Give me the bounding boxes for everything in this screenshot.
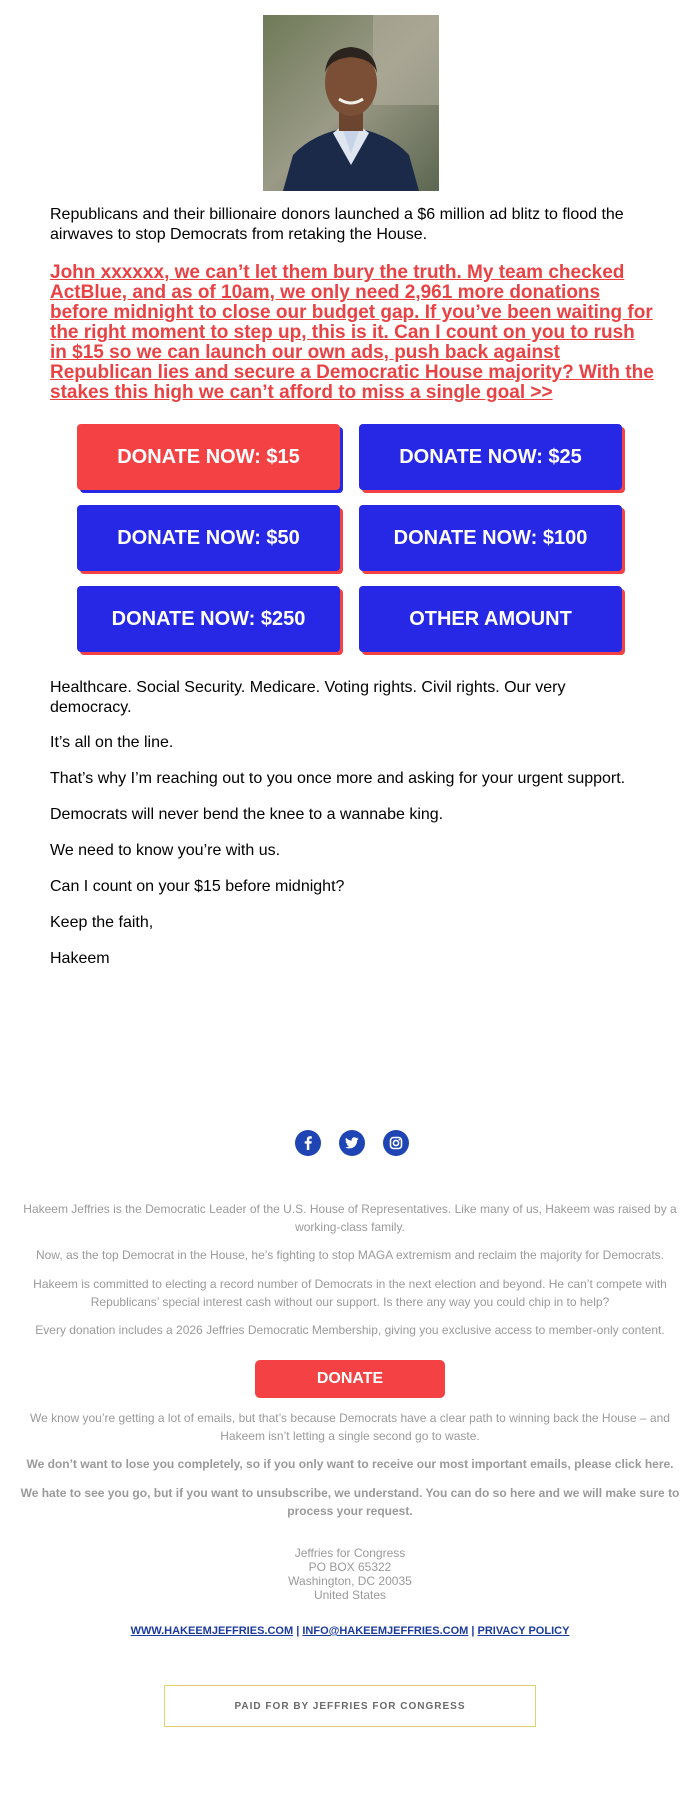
link-separator: | xyxy=(471,1625,475,1637)
email-preferences-text[interactable]: We don’t want to lose you completely, so if you only want to receive our most important emails, please click here. xyxy=(26,1457,674,1471)
body-paragraph: That’s why I’m reaching out to you once more and asking for your urgent support. xyxy=(50,770,626,787)
sign-off: Keep the faith, xyxy=(50,914,154,931)
instagram-icon[interactable] xyxy=(383,1130,409,1156)
signature-name: Hakeem xyxy=(50,950,110,967)
donate-250-button[interactable]: DONATE NOW: $250 xyxy=(77,586,340,652)
address-line: Jeffries for Congress xyxy=(294,1546,406,1560)
intro-text: Republicans and their billionaire donors launched a $6 million ad blitz to flood the airwaves to stop Democrats from retaking the House. xyxy=(50,206,624,243)
paid-for-disclaimer xyxy=(164,1685,536,1727)
social-links xyxy=(0,1130,700,1156)
body-paragraph: Can I count on your $15 before midnight? xyxy=(50,878,345,895)
website-link[interactable]: WWW.HAKEEMJEFFRIES.COM xyxy=(130,1625,294,1637)
address-line: Washington, DC 20035 xyxy=(288,1574,412,1588)
twitter-icon[interactable] xyxy=(339,1130,365,1156)
unsubscribe-text[interactable]: We hate to see you go, but if you want to unsubscribe, we understand. You can do so here and we will make sure to process your request. xyxy=(20,1486,680,1518)
address-line: United States xyxy=(313,1588,387,1602)
email-link[interactable]: INFO@HAKEEMJEFFRIES.COM xyxy=(302,1625,469,1637)
address-line: PO BOX 65322 xyxy=(308,1560,392,1574)
donate-100-button[interactable]: DONATE NOW: $100 xyxy=(359,505,622,571)
facebook-icon[interactable] xyxy=(295,1130,321,1156)
body-paragraph: We need to know you’re with us. xyxy=(50,842,281,859)
body-paragraph: It’s all on the line. xyxy=(50,734,174,751)
donation-ask-link[interactable]: John xxxxxx, we can’t let them bury the truth. My team checked ActBlue, and as of 10am, we only need 2,961 more donations before midnight to close our budget gap. If you’ve been waiting for the right moment to step up, this is it. Can I count on you to rush in $15 so we can launch our own ads, push back against Republican lies and secure a Democratic House majority? With the stakes this high we can’t afford to miss a single goal >> xyxy=(50,262,654,403)
footer-donate-button[interactable]: DONATE xyxy=(255,1360,445,1398)
link-separator: | xyxy=(296,1625,300,1637)
other-amount-button[interactable]: OTHER AMOUNT xyxy=(359,586,622,652)
body-paragraph: Democrats will never bend the knee to a wannabe king. xyxy=(50,806,444,823)
donate-15-button[interactable]: DONATE NOW: $15 xyxy=(77,424,340,490)
footer-paragraph: We know you’re getting a lot of emails, but that’s because Democrats have a clear path to winning back the House – and Hakeem isn’t letting a single second go to waste. xyxy=(30,1411,670,1443)
donate-50-button[interactable]: DONATE NOW: $50 xyxy=(77,505,340,571)
footer-links xyxy=(0,1624,700,1638)
paid-for-text: PAID FOR BY JEFFRIES FOR CONGRESS xyxy=(234,1700,466,1712)
footer-bio: Hakeem Jeffries is the Democratic Leader of the U.S. House of Representatives. Like many of us, Hakeem was raised by a working-class family. xyxy=(23,1202,677,1234)
donate-25-button[interactable]: DONATE NOW: $25 xyxy=(359,424,622,490)
footer-paragraph: Hakeem is committed to electing a record number of Democrats in the next election and beyond. He can’t compete with Republicans’ special interest cash without our support. Is there any way you could chip in to help? xyxy=(33,1277,667,1309)
candidate-photo xyxy=(263,15,439,191)
privacy-policy-link[interactable]: PRIVACY POLICY xyxy=(477,1625,570,1637)
footer-membership: Every donation includes a 2026 Jeffries Democratic Membership, giving you exclusive access to member-only content. xyxy=(35,1323,665,1337)
footer-paragraph: Now, as the top Democrat in the House, he’s fighting to stop MAGA extremism and reclaim the majority for Democrats. xyxy=(35,1248,665,1262)
body-paragraph: Healthcare. Social Security. Medicare. Voting rights. Civil rights. Our very democracy. xyxy=(50,679,566,716)
